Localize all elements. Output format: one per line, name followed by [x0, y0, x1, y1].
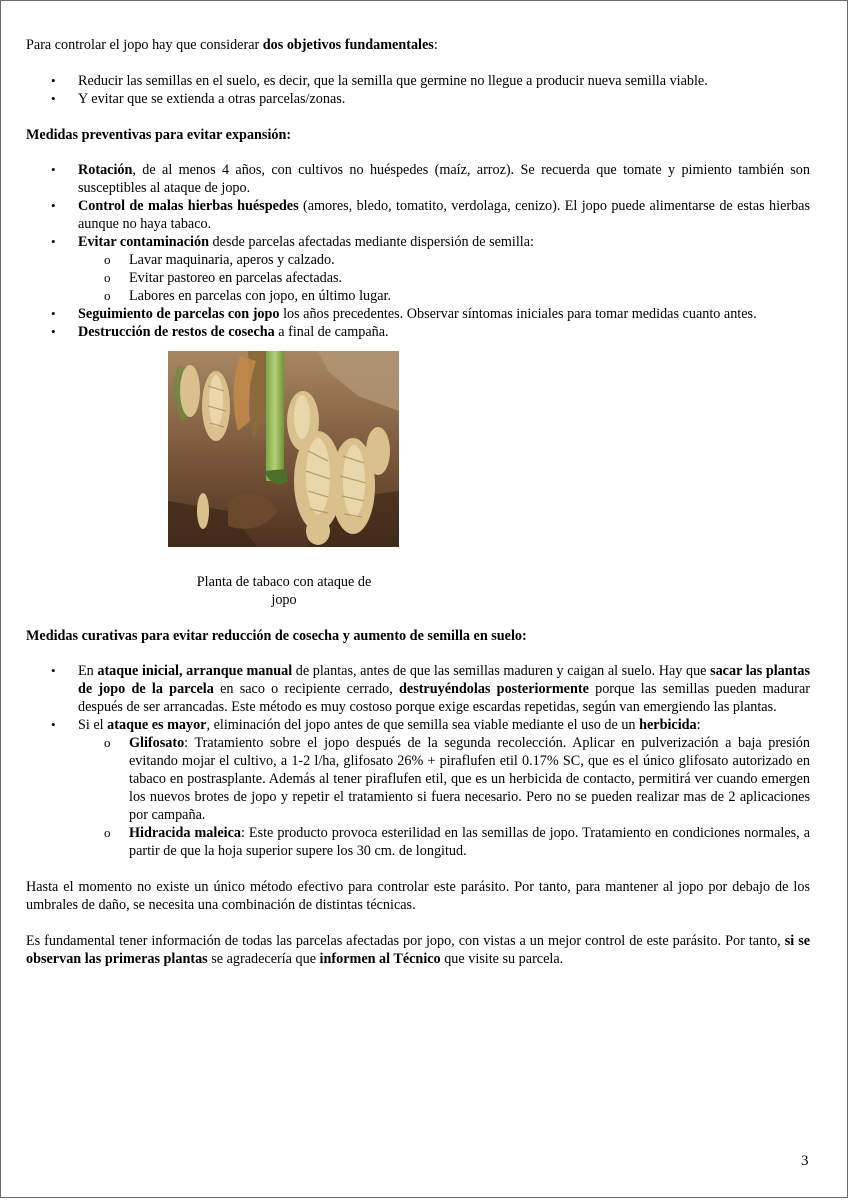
intro-paragraph: Para controlar el jopo hay que considerar dos objetivos fundamentales: [26, 37, 438, 53]
curative-list [26, 662, 810, 860]
bullet-marker: • [51, 306, 56, 321]
bullet-marker: • [51, 663, 56, 678]
list-item: • En ataque inicial, arranque manual de plantas, antes de que las semillas maduren y caigan al suelo. Hay que sacar las plantas de jopo de la parcela en saco o recipiente cerrado, destruyéndolas posteriormente porque las semillas pueden madurar después de ser arrancadas. Este método es muy costoso porque exige escardas repetidas, según van emergiendo las plantas. [51, 663, 811, 715]
list-item: • Si el ataque es mayor, eliminación del jopo antes de que semilla sea viable mediante el uso de un herbicida: [51, 717, 701, 733]
photo-illustration [168, 351, 399, 547]
sub-list-item: o Evitar pastoreo en parcelas afectadas. [104, 270, 343, 286]
figure-caption: Planta de tabaco con ataque de jopo [196, 574, 372, 608]
list-item: • Evitar contaminación desde parcelas afectadas mediante dispersión de semilla: [51, 234, 534, 250]
objectives-list [26, 72, 810, 108]
preventive-heading: Medidas preventivas para evitar expansión: [26, 127, 292, 143]
bullet-marker: • [51, 91, 56, 106]
page-number: 3 [801, 1153, 809, 1169]
closing-paragraph-1: Hasta el momento no existe un único método efectivo para controlar este parásito. Por tanto, para mantener al jopo por debajo de los umbrales de daño, se necesita una combinación de distintas técnicas. [26, 879, 810, 913]
sub-list-item: o Hidracida maleica: Este producto provoca esterilidad en las semillas de jopo. Tratamiento en condiciones normales, a partir de que la hoja superior supere los 30 cm. de longitud. [104, 825, 810, 859]
sub-list-item: o Labores en parcelas con jopo, en último lugar. [104, 288, 391, 304]
sub-marker: o [104, 288, 111, 303]
list-item: • Rotación, de al menos 4 años, con cultivos no huéspedes (maíz, arroz). Se recuerda que tomate y pimiento también son susceptibles al ataque de jopo. [51, 162, 810, 196]
sub-marker: o [104, 270, 111, 285]
curative-heading: Medidas curativas para evitar reducción de cosecha y aumento de semilla en suelo: [26, 628, 527, 644]
list-item: • Y evitar que se extienda a otras parcelas/zonas. [51, 91, 346, 107]
page-content [26, 36, 810, 968]
list-item: • Seguimiento de parcelas con jopo los años precedentes. Observar síntomas iniciales para tomar medidas cuanto antes. [51, 306, 757, 322]
sub-marker: o [104, 825, 111, 840]
preventive-list [26, 161, 810, 341]
sub-marker: o [104, 735, 111, 750]
sub-list-item: o Glifosato: Tratamiento sobre el jopo después de la segunda recolección. Aplicar en pulverización a baja presión evitando mojar el cultivo, a 1-2 l/ha, glifosato 26% + piraflufen etil 0.17% SC, que es el único glifosato autorizado en tabaco en postrasplante. Además al tener piraflufen etil, que es un herbicida de contacto, permitirá ver cuando emergen los nuevos brotes de jopo y repetir el tratamiento si fuera necesario. Pero no se pueden realizar mas de 2 aplicaciones por campaña. [104, 735, 810, 823]
sub-marker: o [104, 252, 111, 267]
closing-paragraph-2: Es fundamental tener información de todas las parcelas afectadas por jopo, con vistas a un mejor control de este parásito. Por tanto, si se observan las primeras plantas se agradecería que informen al Técnico que visite su parcela. [26, 933, 811, 967]
bullet-marker: • [51, 162, 56, 177]
bullet-marker: • [51, 717, 56, 732]
sub-list-item: o Lavar maquinaria, aperos y calzado. [104, 252, 335, 268]
bullet-marker: • [51, 198, 56, 213]
list-item: • Control de malas hierbas huéspedes (amores, bledo, tomatito, verdolaga, cenizo). El jopo puede alimentarse de estas hierbas aunque no haya tabaco. [51, 198, 810, 232]
bullet-marker: • [51, 73, 56, 88]
list-item: • Reducir las semillas en el suelo, es decir, que la semilla que germine no llegue a producir nueva semilla viable. [51, 73, 708, 89]
bullet-marker: • [51, 234, 56, 249]
bullet-marker: • [51, 324, 56, 339]
list-item: • Destrucción de restos de cosecha a final de campaña. [51, 324, 389, 340]
tobacco-broomrape-photo [168, 351, 399, 547]
